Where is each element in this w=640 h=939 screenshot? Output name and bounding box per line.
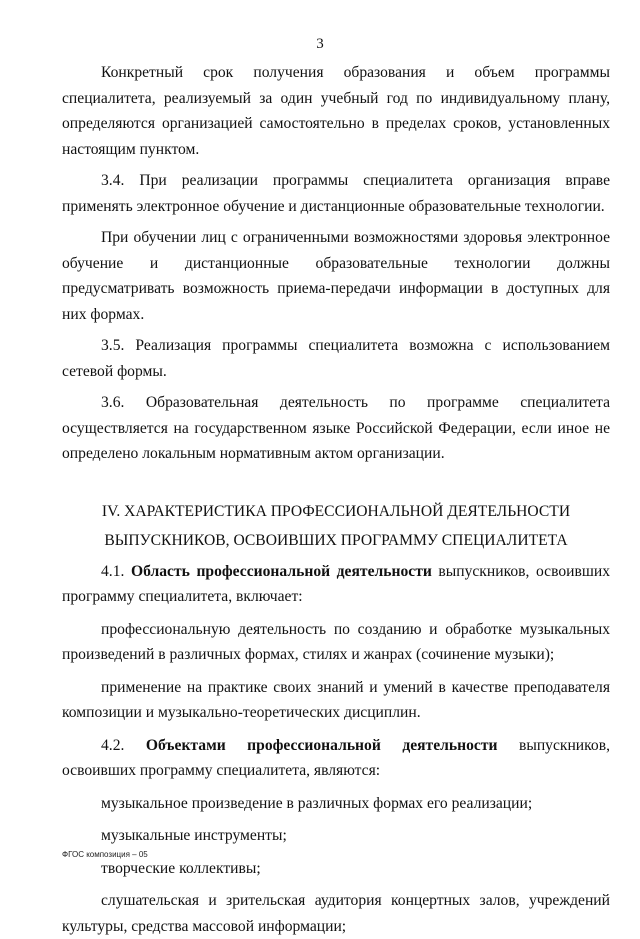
list-item-musical-work: музыкальное произведение в различных формах его реализации; [101, 794, 533, 812]
paragraph-4-1 [62, 559, 610, 610]
paragraph-4-2-number: 4.2. [101, 736, 146, 754]
list-item-instruments: музыкальные инструменты; [101, 827, 287, 844]
paragraph-duration: Конкретный срок получения образования и объем программы специалитета, реализуемый за один учебный год по индивидуальному плану, определяются организацией самостоятельно в пределах сроков, установленных настоящим пунктом. [62, 64, 610, 158]
paragraph-3-4: 3.4. При реализации программы специалитета организация вправе применять электронное обучение и дистанционные образовательные технологии. [62, 172, 610, 215]
paragraph-3-6 [62, 390, 610, 467]
paragraph-4-1-number: 4.1. [101, 562, 131, 580]
paragraph-4-2-term: Объектами профессиональной деятельности [145, 736, 498, 754]
paragraph-3-6-rest: осуществляется на государственном языке Российской Федерации, если иное не определено локальным нормативным актом организации. [62, 419, 610, 462]
list-item-ensembles: творческие коллективы; [101, 859, 261, 877]
paragraph-4-2-text: выпускников, освоивших программу специалитета, являются: [62, 736, 610, 779]
paragraph-4-2 [62, 733, 610, 784]
list-item-teaching: применение на практике своих знаний и умений в качестве преподавателя композиции и музыкально-теоретических дисциплин. [62, 678, 610, 721]
list-item-audience: слушательская и зрительская аудитория концертных залов, учреждений культуры, средства массовой информации; [62, 892, 610, 935]
paragraph-3-6-first-line: 3.6. Образовательная деятельность по программе специалитета [101, 394, 610, 411]
list-item-composing: профессиональную деятельность по созданию и обработке музыкальных произведений в различных формах, стилях и жанрах (сочинение музыки); [62, 620, 610, 663]
document-footer: ФГОС композиция – 05 [62, 850, 148, 859]
page-number: 3 [316, 36, 324, 52]
paragraph-4-1-term: Область профессиональной деятельности [130, 562, 432, 580]
section-heading-line-1: IV. ХАРАКТЕРИСТИКА ПРОФЕССИОНАЛЬНОЙ ДЕЯТЕЛЬНОСТИ [101, 502, 571, 520]
document-body [62, 60, 610, 939]
section-heading-line-2: ВЫПУСКНИКОВ, ОСВОИВШИХ ПРОГРАММУ СПЕЦИАЛИТЕТА [104, 531, 568, 549]
section-heading [62, 497, 610, 555]
paragraph-3-5: 3.5. Реализация программы специалитета возможна с использованием сетевой формы. [62, 337, 610, 380]
paragraph-4-1-text: выпускников, освоивших программу специалитета, включает: [62, 562, 611, 605]
paragraph-disabilities: При обучении лиц с ограниченными возможностями здоровья электронное обучение и дистанционные образовательные технологии должны предусматривать возможность приема-передачи информации в доступных для них формах. [62, 229, 610, 323]
